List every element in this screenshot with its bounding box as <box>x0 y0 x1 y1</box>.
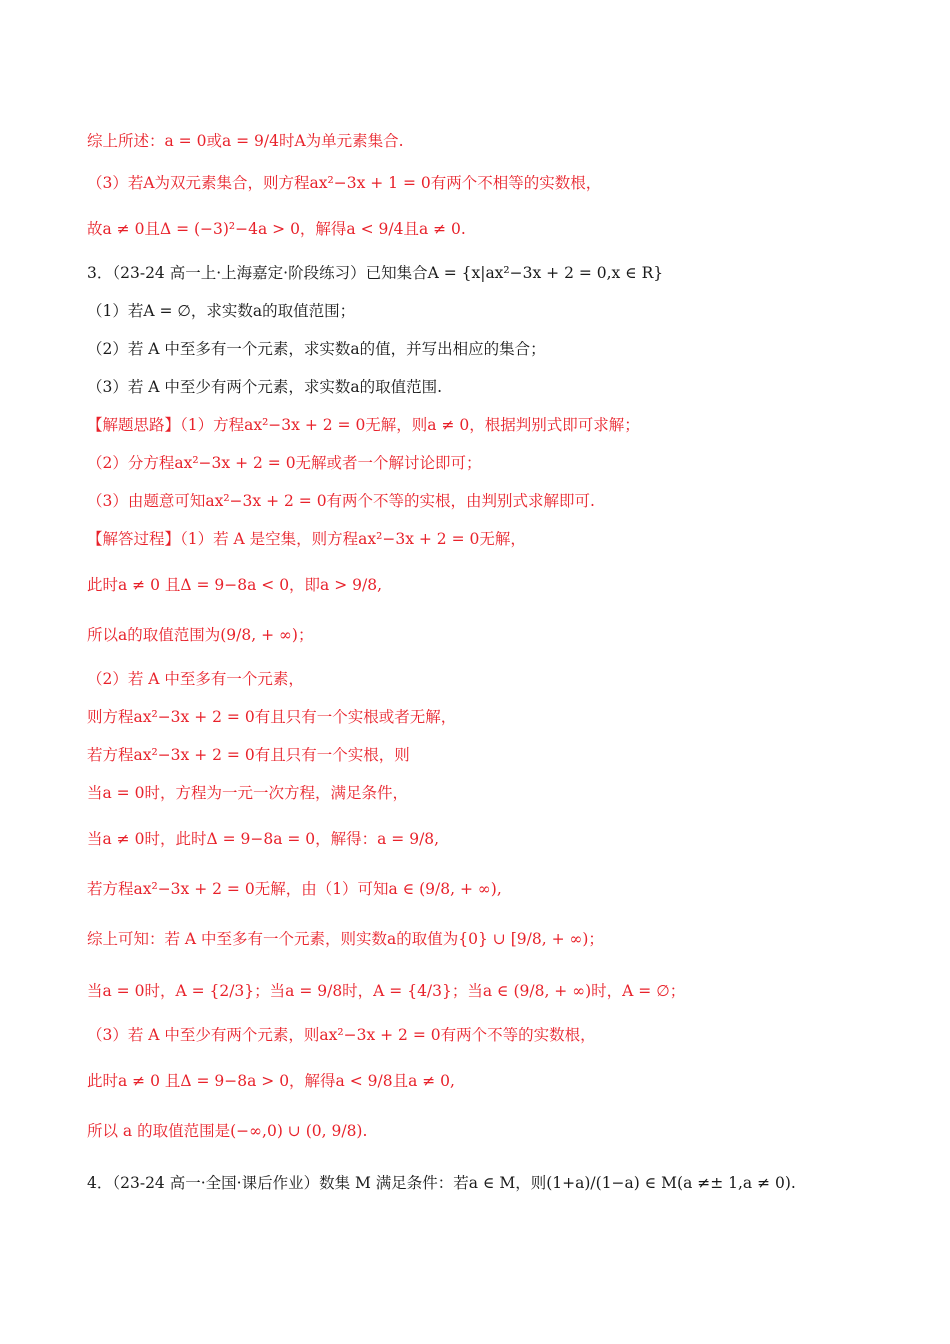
solution-line: 所以 a 的取值范围是(−∞,0) ∪ (0, 9/8). <box>87 1122 368 1140</box>
solution-line: 综上可知：若 A 中至多有一个元素，则实数a的取值为{0} ∪ [9/8, + ∞)； <box>87 930 604 948</box>
solution-line: （3）若 A 中至少有两个元素，则ax²−3x + 2 = 0有两个不等的实数根， <box>87 1026 596 1044</box>
summary-line: 综上所述：a = 0或a = 9/4时A为单元素集合. <box>87 132 404 150</box>
question-3-title: 3．（23-24 高一上·上海嘉定·阶段练习）已知集合A = {x|ax²−3x + 2 = 0,x ∈ R} <box>87 264 664 282</box>
solution-idea: （3）由题意可知ax²−3x + 2 = 0有两个不等的实根，由判别式求解即可. <box>87 492 595 510</box>
solution-line: （2）若 A 中至多有一个元素， <box>87 670 304 688</box>
question-part: （3）若 A 中至少有两个元素，求实数a的取值范围. <box>87 378 443 396</box>
question-4-title: 4．（23-24 高一·全国·课后作业）数集 M 满足条件：若a ∈ M，则(1+a)/(1−a) ∈ M(a ≠± 1,a ≠ 0). <box>87 1174 796 1192</box>
solution-line: 此时a ≠ 0 且Δ = 9−8a > 0，解得a < 9/8且a ≠ 0, <box>87 1072 455 1090</box>
answer-line: 故a ≠ 0且Δ = (−3)²−4a > 0，解得a < 9/4且a ≠ 0. <box>87 220 466 238</box>
solution-line: 则方程ax²−3x + 2 = 0有且只有一个实根或者无解， <box>87 708 457 726</box>
answer-line: （3）若A为双元素集合，则方程ax²−3x + 1 = 0有两个不相等的实数根， <box>87 174 602 192</box>
solution-line: 所以a的取值范围为(9/8, + ∞)； <box>87 626 314 644</box>
question-part: （2）若 A 中至多有一个元素，求实数a的值，并写出相应的集合； <box>87 340 546 358</box>
question-part: （1）若A = ∅，求实数a的取值范围； <box>87 302 356 320</box>
solution-line: 当a = 0时，方程为一元一次方程，满足条件， <box>87 784 408 802</box>
solution-process: 【解答过程】（1）若 A 是空集，则方程ax²−3x + 2 = 0无解， <box>87 530 526 548</box>
solution-line: 若方程ax²−3x + 2 = 0无解，由（1）可知a ∈ (9/8, + ∞), <box>87 880 502 898</box>
solution-idea: （2）分方程ax²−3x + 2 = 0无解或者一个解讨论即可； <box>87 454 482 472</box>
solution-idea: 【解题思路】（1）方程ax²−3x + 2 = 0无解，则a ≠ 0，根据判别式即可求解； <box>87 416 640 434</box>
solution-line: 当a = 0时，A = {2/3}；当a = 9/8时，A = {4/3}；当a ∈ (9/8, + ∞)时，A = ∅； <box>87 982 686 1000</box>
solution-line: 此时a ≠ 0 且Δ = 9−8a < 0，即a > 9/8, <box>87 576 383 594</box>
solution-line: 若方程ax²−3x + 2 = 0有且只有一个实根，则 <box>87 746 410 764</box>
solution-line: 当a ≠ 0时，此时Δ = 9−8a = 0，解得：a = 9/8, <box>87 830 440 848</box>
